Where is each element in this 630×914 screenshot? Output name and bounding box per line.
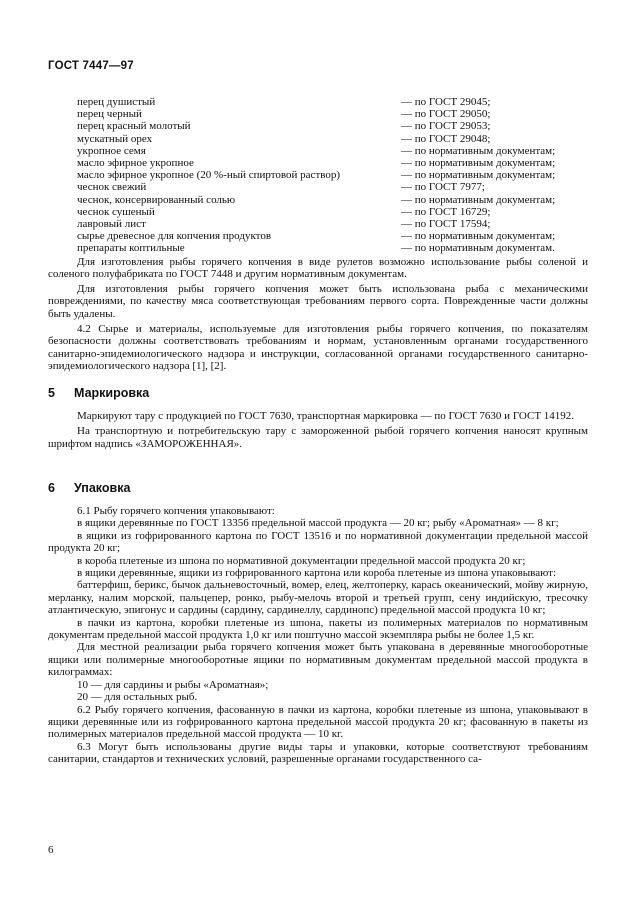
ingredient-name: перец душистый bbox=[77, 96, 156, 108]
paragraph-defects bbox=[48, 283, 588, 320]
ingredient-standard: — по ГОСТ 29048; bbox=[401, 132, 491, 145]
paragraph: 6.3 Могут быть использованы другие виды тары и упаковки, которые соответствуют требованиям санитарии, стандартов и технических условий, разрешенные органами государственного са- bbox=[48, 740, 588, 766]
ingredient-row bbox=[77, 157, 587, 169]
paragraph: 6.1 Рыбу горячего копчения упаковывают: bbox=[77, 505, 275, 517]
paragraph: в ящики из гофрированного картона по ГОСТ 13516 и по нормативной документации предельной массой продукта 20 кг; bbox=[48, 529, 588, 555]
section-6-heading bbox=[48, 481, 130, 495]
section-6-body bbox=[48, 505, 588, 766]
ingredient-name: чеснок сушеный bbox=[77, 205, 155, 218]
ingredient-row bbox=[77, 108, 587, 120]
paragraph: баттерфиш, берикс, бычок дальневосточный, вомер, елец, желтоперку, карась океанический, мойву жирную, мерланку, налим морской, пальцепер, ронко, рыбу-мелочь второй и третьей групп, сену индийскую, тресочку атлантическую, эпигонус и сардины (сардину, сардинеллу, сардинопс) предельной массой продукта 10 кг; bbox=[48, 579, 588, 617]
paragraph: в пачки из картона, коробки плетеные из шпона, пакеты из полимерных материалов по нормативным документам предельной массой продукта 1,0 кг или поштучно массой экземпляра рыбы не более 1,5 кг. bbox=[48, 616, 588, 642]
section-5-body bbox=[48, 410, 588, 450]
ingredient-row bbox=[77, 120, 587, 132]
ingredient-standard: — по ГОСТ 29045; bbox=[401, 96, 491, 108]
ingredient-row bbox=[77, 242, 587, 254]
paragraph: На транспортную и потребительскую тару с замороженной рыбой горячего копчения наносят крупным шрифтом надпись «ЗАМОРОЖЕННАЯ». bbox=[48, 425, 588, 450]
ingredient-row bbox=[77, 145, 587, 157]
ingredient-row bbox=[77, 181, 587, 193]
ingredient-standard: — по нормативным документам; bbox=[401, 169, 556, 182]
ingredient-standard: — по нормативным документам; bbox=[401, 230, 556, 243]
paragraph: в ящики деревянные, ящики из гофрированного картона или короба плетеные из шпона упаковывают: bbox=[77, 567, 557, 580]
ingredient-row bbox=[77, 206, 587, 218]
ingredient-name: укропное семя bbox=[77, 144, 146, 157]
ingredient-standard: — по ГОСТ 7977; bbox=[401, 181, 485, 194]
ingredient-row bbox=[77, 194, 587, 206]
ingredient-name: масло эфирное укропное (20 %-ный спиртовой раствор) bbox=[77, 169, 341, 182]
ingredient-standard: — по ГОСТ 29053; bbox=[401, 120, 491, 133]
ingredient-standard: — по ГОСТ 16729; bbox=[401, 205, 491, 218]
ingredient-name: масло эфирное укропное bbox=[77, 156, 194, 169]
ingredient-row bbox=[77, 230, 587, 242]
section-number: 5 bbox=[48, 386, 55, 400]
ingredient-name: препараты коптильные bbox=[77, 242, 185, 255]
ingredient-row bbox=[77, 96, 587, 108]
paragraph: Для местной реализации рыба горячего копчения может быть упакована в деревянные многооборотные ящики или полимерные многооборотные ящики по нормативным документам предельной массой продукта в килограммах: bbox=[48, 641, 588, 679]
ingredient-standard: — по нормативным документам; bbox=[401, 156, 556, 169]
paragraph: 6.2 Рыбу горячего копчения, фасованную в пачки из картона, коробки плетеные из шпона, упаковывают в ящики деревянные или из гофрированного картона предельной массой продукта 20 кг; фасованную в пакеты из полимерных материалов предельной массой продукта — 10 кг. bbox=[48, 703, 588, 741]
paragraph: в ящики деревянные по ГОСТ 13356 предельной массой продукта — 20 кг; рыбу «Ароматная» — 8 кг; bbox=[77, 517, 559, 530]
ingredient-row bbox=[77, 133, 587, 145]
ingredient-list bbox=[77, 96, 587, 254]
ingredient-standard: — по ГОСТ 29050; bbox=[401, 108, 491, 121]
page-header: ГОСТ 7447—97 bbox=[48, 60, 134, 72]
page-number: 6 bbox=[48, 844, 54, 856]
ingredient-standard: — по нормативным документам; bbox=[401, 193, 556, 206]
paragraph: 10 — для сардины и рыбы «Ароматная»; bbox=[77, 678, 269, 691]
ingredient-name: перец красный молотый bbox=[77, 120, 191, 133]
ingredient-name: сырье древесное для копчения продуктов bbox=[77, 230, 272, 243]
ingredient-standard: — по нормативным документам; bbox=[401, 144, 556, 157]
ingredient-standard: — по нормативным документам. bbox=[401, 242, 555, 255]
section-title: Маркировка bbox=[74, 386, 150, 400]
paragraph: 4.2 Сырье и материалы, используемые для изготовления рыбы горячего копчения, по показателям безопасности должны соответствовать требованиям и нормам, установленным органами государственного санитарно-эпидемиологического надзора и инструкции, согласованной органами государственного санитарно-эпидемиологического надзора [1], [2]. bbox=[48, 323, 588, 373]
ingredient-row bbox=[77, 169, 587, 181]
ingredient-row bbox=[77, 218, 587, 230]
section-title: Упаковка bbox=[74, 481, 131, 495]
paragraph-rolls bbox=[48, 256, 588, 281]
ingredient-name: чеснок, консервированный солью bbox=[77, 193, 236, 206]
section-5-heading bbox=[48, 386, 149, 400]
ingredient-name: перец черный bbox=[77, 108, 142, 121]
section-number: 6 bbox=[48, 481, 55, 495]
paragraph: Для изготовления рыбы горячего копчения может быть использована рыба с механическими повреждениями, по качеству мяса соответствующая требованиям первого сорта. Поврежденные части должны быть удалены. bbox=[48, 283, 588, 320]
paragraph: Для изготовления рыбы горячего копчения в виде рулетов возможно использование рыбы соленой и соленого полуфабриката по ГОСТ 7448 и другим нормативным документам. bbox=[48, 256, 588, 281]
paragraph: в короба плетеные из шпона по нормативной документации предельной массой продукта 20 кг; bbox=[77, 554, 526, 567]
paragraph: 20 — для остальных рыб. bbox=[77, 691, 198, 704]
paragraph-4-2 bbox=[48, 323, 588, 373]
paragraph: Маркируют тару с продукцией по ГОСТ 7630, транспортная маркировка — по ГОСТ 7630 и ГОСТ 14192. bbox=[77, 410, 575, 422]
ingredient-name: лавровый лист bbox=[77, 217, 146, 230]
ingredient-standard: — по ГОСТ 17594; bbox=[401, 217, 491, 230]
ingredient-name: мускатный орех bbox=[77, 132, 153, 145]
ingredient-name: чеснок свежий bbox=[77, 181, 147, 194]
